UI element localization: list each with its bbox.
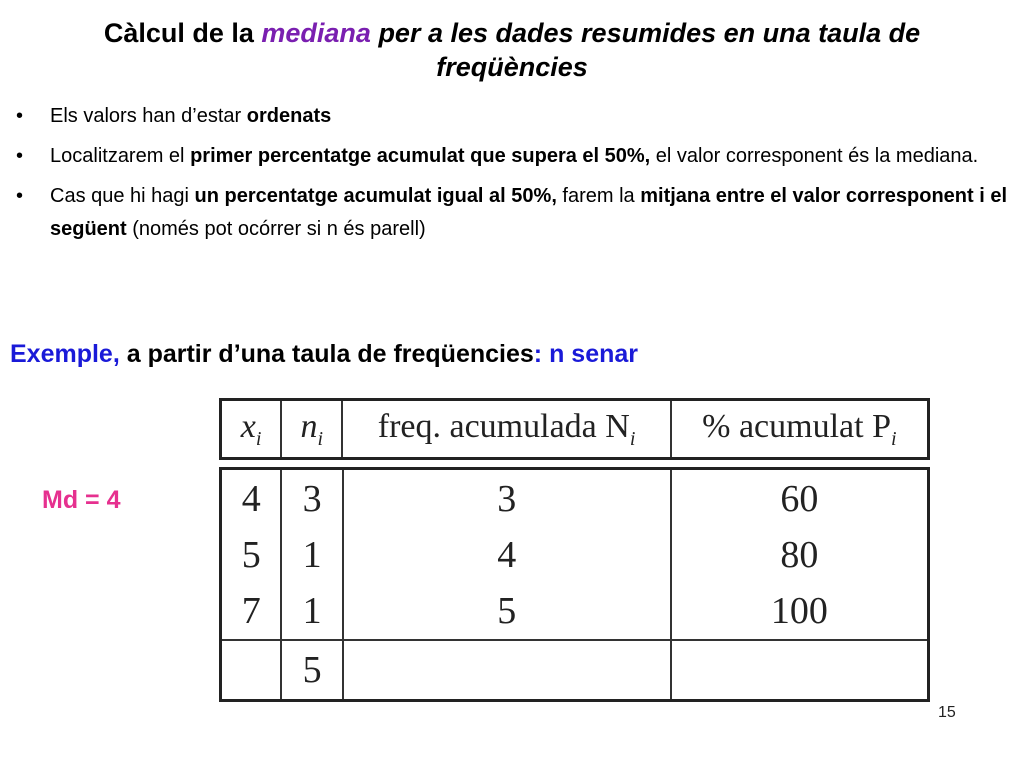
total-empty-cell [343, 640, 671, 701]
bullet-text: farem la [556, 185, 641, 207]
bullet-bold: primer percentatge acumulat que supera el 50%, [190, 145, 651, 167]
table-row [221, 469, 929, 641]
column-cum-pct [671, 469, 929, 641]
cell-x: 7 [241, 589, 261, 632]
cell-n: 1 [302, 589, 322, 632]
column-ni [281, 469, 342, 641]
title-part1: Càlcul de la [103, 18, 262, 48]
bullet-list [14, 100, 1014, 253]
bullet-text: (només pot ocórrer si n és parell) [126, 218, 426, 240]
bullet-text: Localitzarem el [50, 145, 191, 167]
bullet-item [14, 140, 1014, 173]
bullet-bold: un percentatge acumulat igual al 50%, [194, 185, 557, 207]
bullet-bold: ordenats [246, 105, 332, 127]
header-ni: $n_i$ [281, 400, 342, 459]
column-cum-freq [343, 469, 671, 641]
frequency-table-header [219, 398, 930, 460]
example-label: Exemple, [10, 340, 120, 368]
cell-n: 1 [302, 533, 322, 576]
cell-x: 5 [241, 533, 261, 576]
example-text: a partir d’una taula de freqüencies [119, 340, 534, 368]
cell-cum-pct: 100 [770, 589, 828, 632]
table-header-row [221, 400, 929, 459]
bullet-bold: mitjana entre el valor corresponent i el següent [50, 185, 1008, 240]
header-cum-pct: % acumulat $P_i$ [671, 400, 929, 459]
total-empty-cell [671, 640, 929, 701]
cell-cum-freq: 5 [497, 589, 517, 632]
cell-n: 3 [302, 477, 322, 520]
table-total-row [221, 640, 929, 701]
example-heading [10, 337, 638, 371]
slide-title [40, 16, 984, 84]
bullet-text: Els valors han d’estar [50, 105, 247, 127]
cell-cum-pct: 60 [780, 477, 819, 520]
cell-cum-freq: 4 [497, 533, 517, 576]
cell-cum-pct: 80 [780, 533, 819, 576]
column-xi [221, 469, 282, 641]
total-empty-cell [221, 640, 282, 701]
bullet-item [14, 100, 1014, 133]
bullet-text: Cas que hi hagi [50, 185, 195, 207]
frequency-table-body [219, 467, 930, 702]
median-result: Md = 4 [42, 486, 121, 514]
title-part2: per a les dades resumides en una taula de freqüències [370, 18, 921, 82]
bullet-dot: • [16, 185, 24, 207]
bullet-dot: • [16, 145, 24, 167]
example-suffix: : n senar [533, 340, 638, 368]
bullet-item [14, 180, 1014, 246]
cell-cum-freq: 3 [497, 477, 517, 520]
bullet-dot: • [16, 105, 24, 127]
bullet-text: el valor corresponent és la mediana. [650, 145, 979, 167]
page-number: 15 [938, 704, 956, 721]
header-xi: $x_i$ [221, 400, 282, 459]
cell-x: 4 [241, 477, 261, 520]
total-n-cell: 5 [281, 640, 342, 701]
header-cum-freq: freq. acumulada $N_i$ [342, 400, 670, 459]
title-accent: mediana [261, 18, 371, 48]
